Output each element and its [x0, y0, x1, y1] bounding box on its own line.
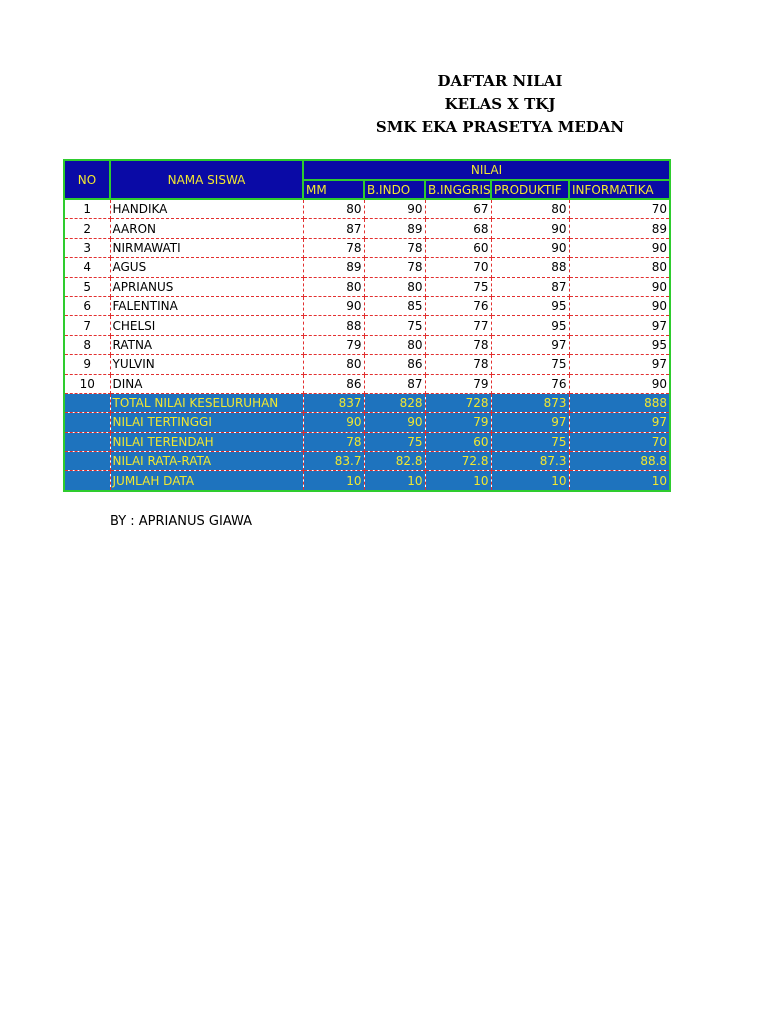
- title-line-1: DAFTAR NILAI: [437, 72, 563, 90]
- score-cell: 68: [425, 219, 491, 238]
- score-cell: 77: [425, 316, 491, 335]
- student-name: CHELSI: [110, 316, 303, 335]
- score-cell: 87: [491, 277, 569, 296]
- summary-value: 75: [364, 432, 425, 451]
- summary-row: [64, 471, 670, 491]
- score-cell: 78: [425, 335, 491, 354]
- score-cell: 78: [364, 238, 425, 257]
- table-row: [64, 355, 670, 374]
- row-number: 4: [64, 258, 110, 277]
- table-row: [64, 316, 670, 335]
- table-row: [64, 258, 670, 277]
- summary-value: 828: [364, 393, 425, 412]
- document-title: [0, 70, 768, 139]
- score-cell: 75: [425, 277, 491, 296]
- score-cell: 76: [491, 374, 569, 393]
- summary-row: [64, 432, 670, 451]
- row-number: 8: [64, 335, 110, 354]
- score-cell: 80: [364, 335, 425, 354]
- summary-empty-cell: [64, 471, 110, 491]
- score-cell: 80: [303, 199, 364, 219]
- summary-value: 79: [425, 413, 491, 432]
- student-name: RATNA: [110, 335, 303, 354]
- summary-value: 87.3: [491, 452, 569, 471]
- score-cell: 90: [491, 238, 569, 257]
- score-cell: 90: [569, 296, 670, 315]
- score-cell: 60: [425, 238, 491, 257]
- author-byline: BY : APRIANUS GIAWA: [110, 514, 253, 529]
- header-no: NO: [64, 160, 110, 199]
- table-row: [64, 374, 670, 393]
- student-name: FALENTINA: [110, 296, 303, 315]
- summary-label: NILAI RATA-RATA: [110, 452, 303, 471]
- student-name: DINA: [110, 374, 303, 393]
- score-cell: 95: [491, 316, 569, 335]
- score-cell: 90: [303, 296, 364, 315]
- score-cell: 76: [425, 296, 491, 315]
- score-cell: 97: [569, 316, 670, 335]
- table-row: [64, 199, 670, 219]
- score-cell: 86: [364, 355, 425, 374]
- score-cell: 80: [303, 277, 364, 296]
- score-cell: 80: [364, 277, 425, 296]
- student-name: HANDIKA: [110, 199, 303, 219]
- score-cell: 70: [425, 258, 491, 277]
- summary-value: 83.7: [303, 452, 364, 471]
- score-cell: 78: [425, 355, 491, 374]
- table-row: [64, 277, 670, 296]
- score-cell: 85: [364, 296, 425, 315]
- summary-value: 10: [364, 471, 425, 491]
- score-cell: 86: [303, 374, 364, 393]
- summary-label: NILAI TERENDAH: [110, 432, 303, 451]
- score-cell: 80: [491, 199, 569, 219]
- score-cell: 79: [303, 335, 364, 354]
- summary-value: 873: [491, 393, 569, 412]
- score-cell: 90: [569, 277, 670, 296]
- summary-value: 728: [425, 393, 491, 412]
- score-cell: 95: [491, 296, 569, 315]
- header-nilai: NILAI: [303, 160, 670, 180]
- summary-label: TOTAL NILAI KESELURUHAN: [110, 393, 303, 412]
- score-cell: 70: [569, 199, 670, 219]
- score-cell: 89: [569, 219, 670, 238]
- summary-value: 90: [303, 413, 364, 432]
- summary-empty-cell: [64, 452, 110, 471]
- row-number: 2: [64, 219, 110, 238]
- summary-empty-cell: [64, 393, 110, 412]
- summary-value: 10: [569, 471, 670, 491]
- summary-value: 10: [303, 471, 364, 491]
- summary-value: 97: [491, 413, 569, 432]
- header-subject-informatika: INFORMATIKA: [569, 180, 670, 199]
- student-name: AARON: [110, 219, 303, 238]
- summary-value: 10: [425, 471, 491, 491]
- row-number: 1: [64, 199, 110, 219]
- summary-value: 82.8: [364, 452, 425, 471]
- summary-empty-cell: [64, 432, 110, 451]
- score-cell: 87: [303, 219, 364, 238]
- score-cell: 90: [569, 238, 670, 257]
- summary-value: 88.8: [569, 452, 670, 471]
- score-cell: 89: [364, 219, 425, 238]
- student-name: NIRMAWATI: [110, 238, 303, 257]
- table-header: [64, 160, 670, 199]
- score-cell: 79: [425, 374, 491, 393]
- summary-row: [64, 452, 670, 471]
- score-cell: 78: [303, 238, 364, 257]
- title-line-3: SMK EKA PRASETYA MEDAN: [375, 118, 625, 136]
- grade-table: [63, 159, 671, 492]
- summary-value: 70: [569, 432, 670, 451]
- table-body: [64, 199, 670, 491]
- summary-row: [64, 413, 670, 432]
- score-cell: 67: [425, 199, 491, 219]
- table-row: [64, 238, 670, 257]
- score-cell: 88: [491, 258, 569, 277]
- score-cell: 88: [303, 316, 364, 335]
- score-cell: 97: [569, 355, 670, 374]
- row-number: 10: [64, 374, 110, 393]
- row-number: 3: [64, 238, 110, 257]
- summary-row: [64, 393, 670, 412]
- summary-label: JUMLAH DATA: [110, 471, 303, 491]
- score-cell: 90: [364, 199, 425, 219]
- score-cell: 75: [491, 355, 569, 374]
- header-nama-siswa: NAMA SISWA: [110, 160, 303, 199]
- score-cell: 75: [364, 316, 425, 335]
- summary-value: 837: [303, 393, 364, 412]
- summary-label: NILAI TERTINGGI: [110, 413, 303, 432]
- row-number: 5: [64, 277, 110, 296]
- student-name: AGUS: [110, 258, 303, 277]
- row-number: 7: [64, 316, 110, 335]
- row-number: 6: [64, 296, 110, 315]
- summary-empty-cell: [64, 413, 110, 432]
- table-row: [64, 296, 670, 315]
- summary-value: 78: [303, 432, 364, 451]
- score-cell: 97: [491, 335, 569, 354]
- summary-value: 90: [364, 413, 425, 432]
- score-cell: 78: [364, 258, 425, 277]
- score-cell: 80: [303, 355, 364, 374]
- row-number: 9: [64, 355, 110, 374]
- score-cell: 95: [569, 335, 670, 354]
- summary-value: 97: [569, 413, 670, 432]
- title-line-2: KELAS X TKJ: [444, 95, 556, 113]
- header-subject-binggris: B.INGGRIS: [425, 180, 491, 199]
- summary-value: 75: [491, 432, 569, 451]
- header-subject-bindo: B.INDO: [364, 180, 425, 199]
- table-row: [64, 335, 670, 354]
- score-cell: 87: [364, 374, 425, 393]
- summary-value: 72.8: [425, 452, 491, 471]
- score-cell: 89: [303, 258, 364, 277]
- header-subject-mm: MM: [303, 180, 364, 199]
- header-subject-produktif: PRODUKTIF: [491, 180, 569, 199]
- score-cell: 80: [569, 258, 670, 277]
- summary-value: 60: [425, 432, 491, 451]
- score-cell: 90: [491, 219, 569, 238]
- table-row: [64, 219, 670, 238]
- student-name: APRIANUS: [110, 277, 303, 296]
- student-name: YULVIN: [110, 355, 303, 374]
- score-cell: 90: [569, 374, 670, 393]
- summary-value: 10: [491, 471, 569, 491]
- summary-value: 888: [569, 393, 670, 412]
